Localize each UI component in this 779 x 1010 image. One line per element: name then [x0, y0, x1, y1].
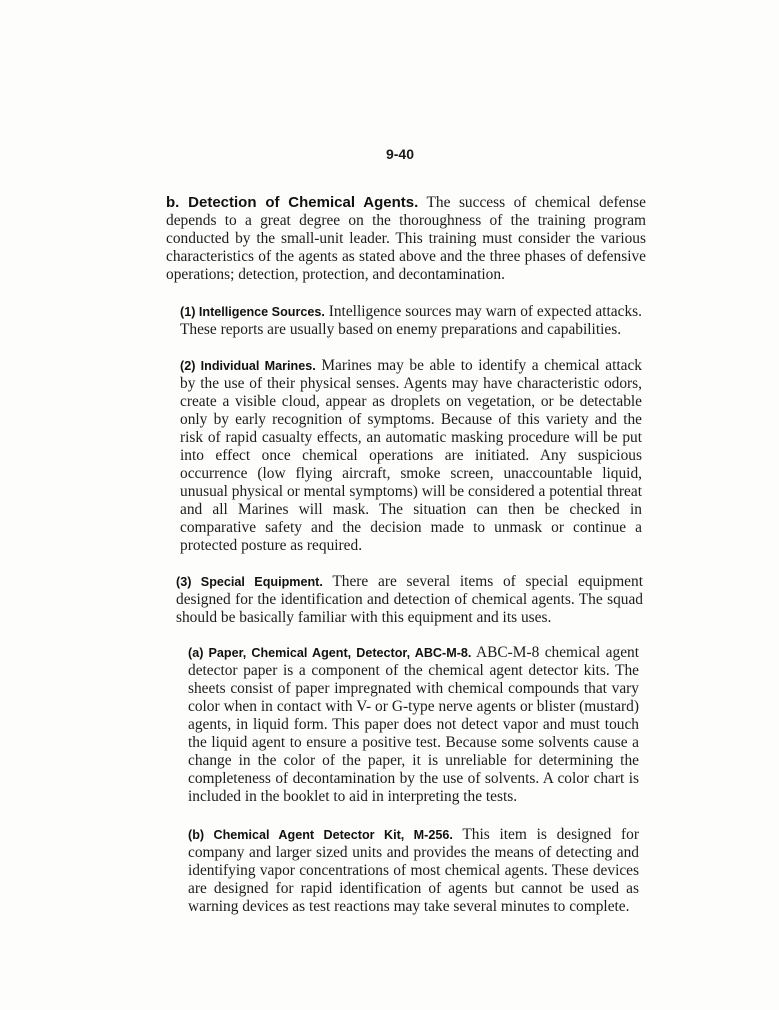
special-equipment-paragraph: [176, 573, 643, 627]
detector-paper-heading: (a) Paper, Chemical Agent, Detector, ABC-M-8.: [188, 646, 472, 660]
section-b-text: The success of chemical defense depends to a great degree on the thoroughness of the training program conducted by the small-unit leader. This training must consider the various characteristics of the agents as stated above and the three phases of defensive operations; detection, protection, and decontamination.: [166, 194, 646, 283]
individual-marines-paragraph: [180, 357, 642, 555]
intelligence-sources-paragraph: [180, 303, 642, 339]
detector-kit-paragraph: [188, 826, 639, 916]
detector-kit-heading: (b) Chemical Agent Detector Kit, M-256.: [188, 828, 453, 842]
page-number: 9-40: [385, 146, 415, 162]
section-b-paragraph: [166, 194, 646, 284]
section-b-heading: b. Detection of Chemical Agents.: [166, 194, 419, 211]
detector-paper-text: ABC-M-8 chemical agent detector paper is a component of the chemical agent detector kits. The sheets consist of paper impregnated with chemical compounds that vary color when in contact with V- or G-type nerve agents or blister (mustard) agents, in liquid form. This paper does not detect vapor and must touch the liquid agent to ensure a positive test. Because some solvents cause a change in the color of the paper, it is unreliable for determining the completeness of decontamination by the use of solvents. A color chart is included in the booklet to aid in interpreting the tests.: [188, 644, 639, 805]
intelligence-sources-heading: (1) Intelligence Sources.: [180, 305, 325, 319]
individual-marines-text: Marines may be able to identify a chemical attack by the use of their physical senses. Agents may have characteristic odors, create a visible cloud, appear as droplets on vegetation, or be detectable only by early recognition of symptoms. Because of this variety and the risk of rapid casualty effects, an automatic masking procedure will be put into effect once chemical operations are initiated. Any suspicious occurrence (low flying aircraft, smoke screen, unaccountable liquid, unusual physical or mental symptoms) will be considered a potential threat and all Marines will mask. The situation can then be checked in comparative safety and the decision made to unmask or continue a protected posture as required.: [180, 357, 642, 554]
individual-marines-heading: (2) Individual Marines.: [180, 359, 316, 373]
intelligence-sources-text: Intelligence sources may warn of expected attacks. These reports are usually based on enemy preparations and capabilities.: [180, 303, 642, 338]
detector-paper-paragraph: [188, 644, 639, 806]
special-equipment-heading: (3) Special Equipment.: [176, 575, 323, 589]
detector-kit-text: This item is designed for company and larger sized units and provides the means of detecting and identifying vapor concentrations of most chemical agents. These devices are designed for rapid identification of agents but cannot be used as warning devices as test reactions may take several minutes to complete.: [188, 826, 639, 915]
special-equipment-text: There are several items of special equipment designed for the identification and detection of chemical agents. The squad should be basically familiar with this equipment and its uses.: [176, 573, 643, 626]
